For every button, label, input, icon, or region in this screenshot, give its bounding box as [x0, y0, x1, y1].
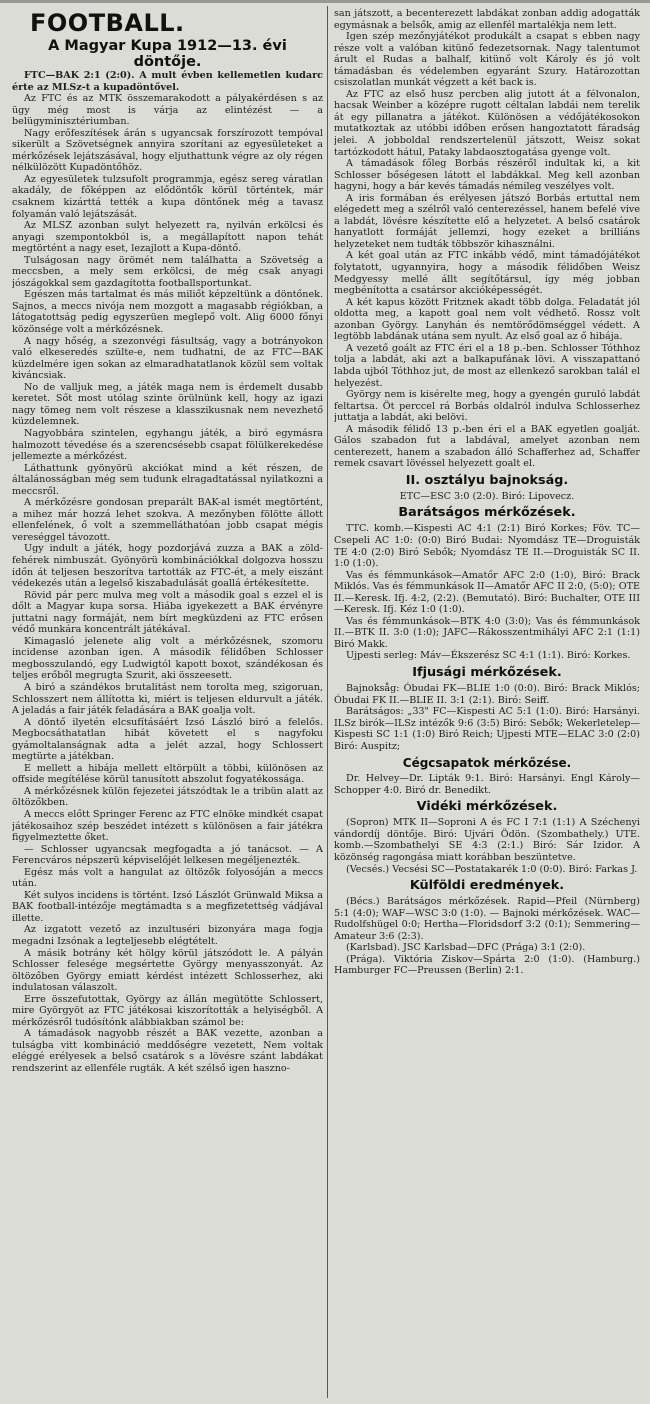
article-paragraph: A döntő ilyetén elcsufításáért Izsó László biró a felelős. Megbocsáthatatlan hibát követett el s nagyfoku gyámoltalanságnak adta a jelét azzal, hogy Schlossert megtürte a játékban. [12, 716, 323, 763]
article-paragraph: A vezető goált az FTC éri el a 18 p.-ben. Schlosser Tóthhoz tolja a labdát, aki azt a balkapufának lövi. A visszapattanó labda ujból Tóthhoz jut, de most az ellenkező sarokban talál el helyezést. [334, 342, 640, 389]
section-header-div2: II. osztályu bajnokság. [405, 472, 569, 488]
article-paragraph: Az FTC és az MTK összemarakodott a pályakérdésen s az ügy még most is várja az elintézést — a belügyminisztériumban. [12, 93, 323, 128]
article-paragraph: — Schlosser ugyancsak megfogadta a jó tanácsot. — A Ferencváros népszerü képviselőjét lelkesen megéljenezték. [12, 843, 323, 867]
result-line: Barátságos: „33" FC—Kispesti AC 5:1 (1:0). Biró: Harsányi. ILSz birók—ILSz intézők 9:6 (3:5) Biró: Sebők; Wekerletelep—Kispesti SC 1:1 (1:0) Biró Reich; Ujpesti MTE—ELAC 3:0 (2:0) Biró: Auspitz; [334, 706, 640, 752]
article-paragraph: A biró a szándékos brutalitást nem torolta meg, szigoruan, Schlosszert nem állította ki, miért is teljesen eldurvult a játék. A jeladás a fair játék feladására a BAK goalja volt. [12, 681, 323, 717]
article-paragraph: Ugy indult a játék, hogy pozdorjává zuzza a BAK a zöld-fehérek nimbuszát. Gyönyörü kombinációkkal dolgozva hosszu időn át teljesen beszorítva tartották az FTC-ét, a mely eiszánt védekezés után a legelső kiszabadulását goallá értékesítette. [12, 543, 323, 590]
headline-subtitle-1: A Magyar Kupa 1912—13. évi [48, 38, 287, 54]
article-paragraph: san játszott, a becenterezett labdákat zonban addig adogatták egymásnak a belsők, amig az ellenfél martalékja nem lett. [334, 8, 640, 31]
article-paragraph: Nagyobbára szintelen, egyhangu játék, a biró egymásra halmozott tévedése és a szerencsésebb csapat fölülkerekedése jellemezte a mérkőzést. [12, 427, 323, 463]
left-column [12, 8, 323, 1400]
result-line: ETC—ESC 3:0 (2:0). Biró: Lipovecz. [399, 490, 575, 502]
section-header-foreign: Külföldi eredmények. [409, 878, 565, 894]
article-paragraph: A támadások nagyobb részét a BAK vezette, azonban a tulságba vitt kombináció meddőségre vezetett, Nem voltak eléggé erélyesek a belső csatárok s a lövésre szánt labdákat rendszerint az ellenféle rugták. A két szélső igen haszno- [12, 1028, 323, 1075]
section-header-friendly: Barátságos mérkőzések. [398, 505, 576, 521]
article-paragraph: A nagy hőség, a szezonvégi fásultság, vagy a botrányokon való elkeseredés szülte-e, nem tudhatni, de az FTC—BAK küzdelmére igen sokan az elmaradhatatlanok közül sem voltak kiváncsiak. [12, 335, 323, 382]
right-column [334, 8, 640, 1400]
article-paragraph: Az FTC az első husz percben alig jutott át a félvonalon, hacsak Weinber a középre rugott céltalan labdái nem terelik át egy pillanatra a játékot. Különösen a védőjátékosokon mutatkoztak az utóbbi időben erősen hangoztatott fáradság jelei. A jobboldal rendszertelenül játszott, Weisz sokat tartózkodott hátul, Pataky labdaosztogatása gyenge volt. [334, 88, 640, 158]
result-line: TTC. komb.—Kispesti AC 4:1 (2:1) Biró Korkes; Föv. TC—Csepeli AC 1:0: (0:0) Biró Budai: Nyomdász TE—Droguisták TE 4:0 (2:0) Biró Sebők; Nyomdász TE II.—Droguisták SC II. 1:0 (1:0). [334, 523, 640, 570]
article-paragraph: Egész más volt a hangulat az öltözők folyosóján a meccs után. [12, 866, 323, 890]
article-paragraph: Igen szép mezőnyjátékot produkált a csapat s ebben nagy része volt a valóban kitünő fedezetsornak. Nagy talentumot árult el Rudas a balhalf, kitünő volt Károly és jó volt támadásban és védelemben egyaránt Szury. Határozottan csiszolatlan munkát végzett a két back is. [334, 31, 640, 89]
article-paragraph: E mellett a hibája mellett eltörpült a többi, különösen az offside megítélése körül tanusított abszolut fogyatékossága. [12, 762, 323, 786]
article-paragraph: Nagy erőfeszítések árán s ugyancsak forszírozott tempóval sikerült a Szövetségnek annyira szorítani az egyesületeket a mérkőzések lejátszásával, hogy eljuthattunk végre az oly régen nélkülözött Kupadöntőhöz. [12, 127, 323, 174]
article-paragraph: A meccs előtt Springer Ferenc az FTC elnöke mindkét csapat játékosaihoz szép beszédet intézett s különösen a fair játékra figyelmeztette őket. [12, 809, 323, 844]
headline-title: FOOTBALL. [30, 9, 185, 37]
result-line: Vas és fémmunkások—BTK 4:0 (3:0); Vas és fémmunkások II.—BTK II. 3:0 (1:0); JAFC—Rákosszentmihályi AFC 2:1 (1:1) Biró Makk. [334, 615, 640, 650]
article-paragraph: György nem is kisérelte meg, hogy a gyengén guruló labdát feltartsa. Öt perccel rá Borbás oldalról indulva Schlosserhez juttatja a labdát, aki belövi. [334, 389, 640, 424]
article-paragraph: Két sulyos incidens is történt. Izsó Lászlót Grünwald Miksa a BAK football-intézője megtámadta s a megfizetettség vádjával illette. [12, 889, 323, 924]
article-paragraph: A két kapus között Fritznek akadt több dolga. Feladatát jól oldotta meg, a kapott goal nem volt védhető. Rossz volt azonban György. Lanyhán és nemtörődömséggel védett. A legtöbb labdának utána sem nyult. Az első goal az ő hibája. [334, 296, 640, 343]
article-paragraph: A másik botrány két hölgy körül játszódott le. A pályán Schlosser felesége megsértette György menyasszonyát. Az öltözőben György emiatt kérdést intézett Schlosserhez, aki indulatosan válaszolt. [12, 947, 323, 994]
result-line: (Karlsbad). JSC Karlsbad—DFC (Prága) 3:1 (2:0). [346, 942, 586, 954]
section-header-provincial: Vidéki mérkőzések. [416, 799, 558, 815]
article-paragraph: A két goal után az FTC inkább védő, mint támadójátékot folytatott, ugyannyira, hogy a második félidőben Weisz Medgyessy mellé állt segítőtársul, így még jobban megbénította a csatársor akcióképességét. [334, 250, 640, 297]
result-line: (Vecsés.) Vecsési SC—Postatakarék 1:0 (0:0). Biró: Farkas J. [346, 863, 638, 875]
result-line: Ujpesti serleg: Máv—Ékszerész SC 4:1 (1:1). Biró: Korkes. [346, 650, 631, 662]
article-paragraph: Láthattunk gyönyörü akciókat mind a két részen, de általánosságban még sem tudunk elragadtatással nyilatkozni a meccsről. [12, 462, 323, 497]
column-divider [327, 6, 328, 1398]
article-lead: FTC—BAK 2:1 (2:0). A mult évben kellemetlen kudarc érte az MLSz-t a kupadöntővel. [12, 70, 323, 93]
article-paragraph: Az izgatott vezető az inzultuséri bizonyára maga fogja megadni Izsónak a legteljesebb elégtételt. [12, 924, 323, 948]
result-line: (Prága). Viktória Ziskov—Spárta 2:0 (1:0). (Hamburg.) Hamburger FC—Preussen (Berlin) 2:1. [334, 953, 640, 977]
article-paragraph: Kimagasló jelenete alig volt a mérkőzésnek, szomoru incidense azonban igen. A második félidőben Schlosser megbosszulandó, egy Ludwigtól kapott boxot, szándékosan és teljes erőből megrugta Szurit, aki összeesett. [12, 635, 323, 682]
article-paragraph: Egészen más tartalmat és más miliőt képzeltünk a döntőnek. Sajnos, a meccs nivója nem mozgott a magasabb régiókban, a látogatottság pedig egyszerüen meglepő volt. Alig 6000 főnyi közönsége volt a mérkőzésnek. [12, 289, 323, 336]
result-line: (Sopron) MTK II—Soproni A és FC I 7:1 (1:1) A Széchenyi vándordíj döntője. Biró: Ujvári Ödön. (Szombathely.) UTE. komb.—Szombathelyi SE 4:3 (2:1.) Biró: Sár Izidor. A közönség ragongása miatt korábban beszüntetve. [334, 817, 640, 863]
article-paragraph: A iris formában és erélyesen játszó Borbás ertuttal nem elégedett meg a szélről való centerezéssel, hanem befelé vive a labdát, lövésre készítette elő a helyzetet. A belső csatárok hanyatlott formáját jellemzi, hogy ezeket a brilliáns helyzeteket nem tudták többször kihasználni. [334, 192, 640, 250]
headline-subtitle-2: döntője. [133, 54, 202, 70]
result-line: Vas és fémmunkások—Amatőr AFC 2:0 (1:0), Biró: Brack Miklós. Vas és fémmunkások II—Amatőr AFC II 2:0, (5:0); OTE II.—Keresk. Ifj. 4:2, (2:2). (Bemutató). Biró: Buchalter, OTE III—Keresk. Ifj. Kéz 1:0 (1:0). [334, 569, 640, 616]
result-line: Dr. Helvey—Dr. Lipták 9:1. Biró: Harsányi. Engl Károly—Schopper 4:0. Biró dr. Benedikt. [334, 773, 640, 796]
article-paragraph: No de valljuk meg, a játék maga nem is érdemelt dusabb keretet. Sőt most utólag szinte örülnünk kell, hogy az igazi nagy tömeg nem volt részese a klasszikusnak nem nevezhető küzdelemnek. [12, 381, 323, 428]
article-paragraph: A mérkőzésnek külön fejezetei játszódtak le a tribün alatt az öltözőkben. [12, 785, 323, 809]
article-paragraph: Rövid pár perc mulva meg volt a második goal s ezzel el is dőlt a Magyar kupa sorsa. Hiába igyekezett a BAK érvényre juttatni nagy formáját, nem bírt megküzdeni az FTC erősen védő munkára koncentrált játékával. [12, 589, 323, 636]
article-paragraph: A támadások főleg Borbás részéről indultak ki, a kit Schlosser bőségesen látott el labdákkal. Meg kell azonban hagyni, hogy a bár kevés támadás némileg veszélyes volt. [334, 158, 640, 193]
result-line: Bajnoksåg: Óbudai FK—BLIE 1:0 (0:0). Biró: Brack Miklós; Óbudai FK II.—BLIE II. 3:1 (2:1). Biró: Seiff. [334, 682, 640, 706]
article-paragraph: A mérkőzésre gondosan preparált BAK-al ismét megtörtént, a mihez már hozzá lehet szokva. A mezőnyben fölötte állott ellenfelének, ő volt a szemmelláthatóan jobb csapat mégis vereséggel távozott. [12, 497, 323, 543]
article-paragraph: Tulságosan nagy örömét nem találhatta a Szövetség a meccsben, a mely sem erkölcsi, de még csak anyagi jószágokkal sem gazdagította footballsportunkat. [12, 254, 323, 289]
section-header-youth: Ifjusági mérkőzések. [412, 664, 562, 680]
article-paragraph: Az egyesületek tulzsufolt programmja, egész sereg váratlan akadály, de főképpen az elődöntők körül történtek, már csaknem kizárttá tették a kupa döntőnek még a tavasz folyamán való lejátszását. [12, 173, 323, 220]
top-rule [0, 0, 650, 3]
section-header-company: Cégcsapatok mérkőzése. [402, 756, 572, 771]
article-paragraph: Erre összefutottak, György az állán megütötte Schlossert, mire Györgyöt az FTC játékosai kiszorították a helyiségből. A mérkőzésről tudósítónk alábbiakban számol be: [12, 993, 323, 1028]
article-paragraph: Az MLSZ azonban sulyt helyezett ra, nyilván erkölcsi és anyagi szempontokból is, a megállapított napon tehát megtörtént a nagy eset, lezajlott a Kupa-döntő. [12, 220, 323, 255]
article-paragraph: A második félidő 13 p.-ben éri el a BAK egyetlen goalját. Gálos szabadon fut a labdával, amelyet azonban nem centerezett, hanem a szabadon álló Schafferhez ad, Schaffer remek csavart lövéssel helyezett goalt el. [334, 423, 640, 470]
result-line: (Bécs.) Barátságos mérkőzések. Rapid—Pfeil (Nürnberg) 5:1 (4:0); WAF—WSC 3:0 (1:0). — Bajnoki mérkőzések. WAC—Rudolfshügel 0:0; Hertha—Floridsdorf 3:2 (0:1); Semmering—Amateur 3:6 (2:3). [334, 896, 640, 942]
